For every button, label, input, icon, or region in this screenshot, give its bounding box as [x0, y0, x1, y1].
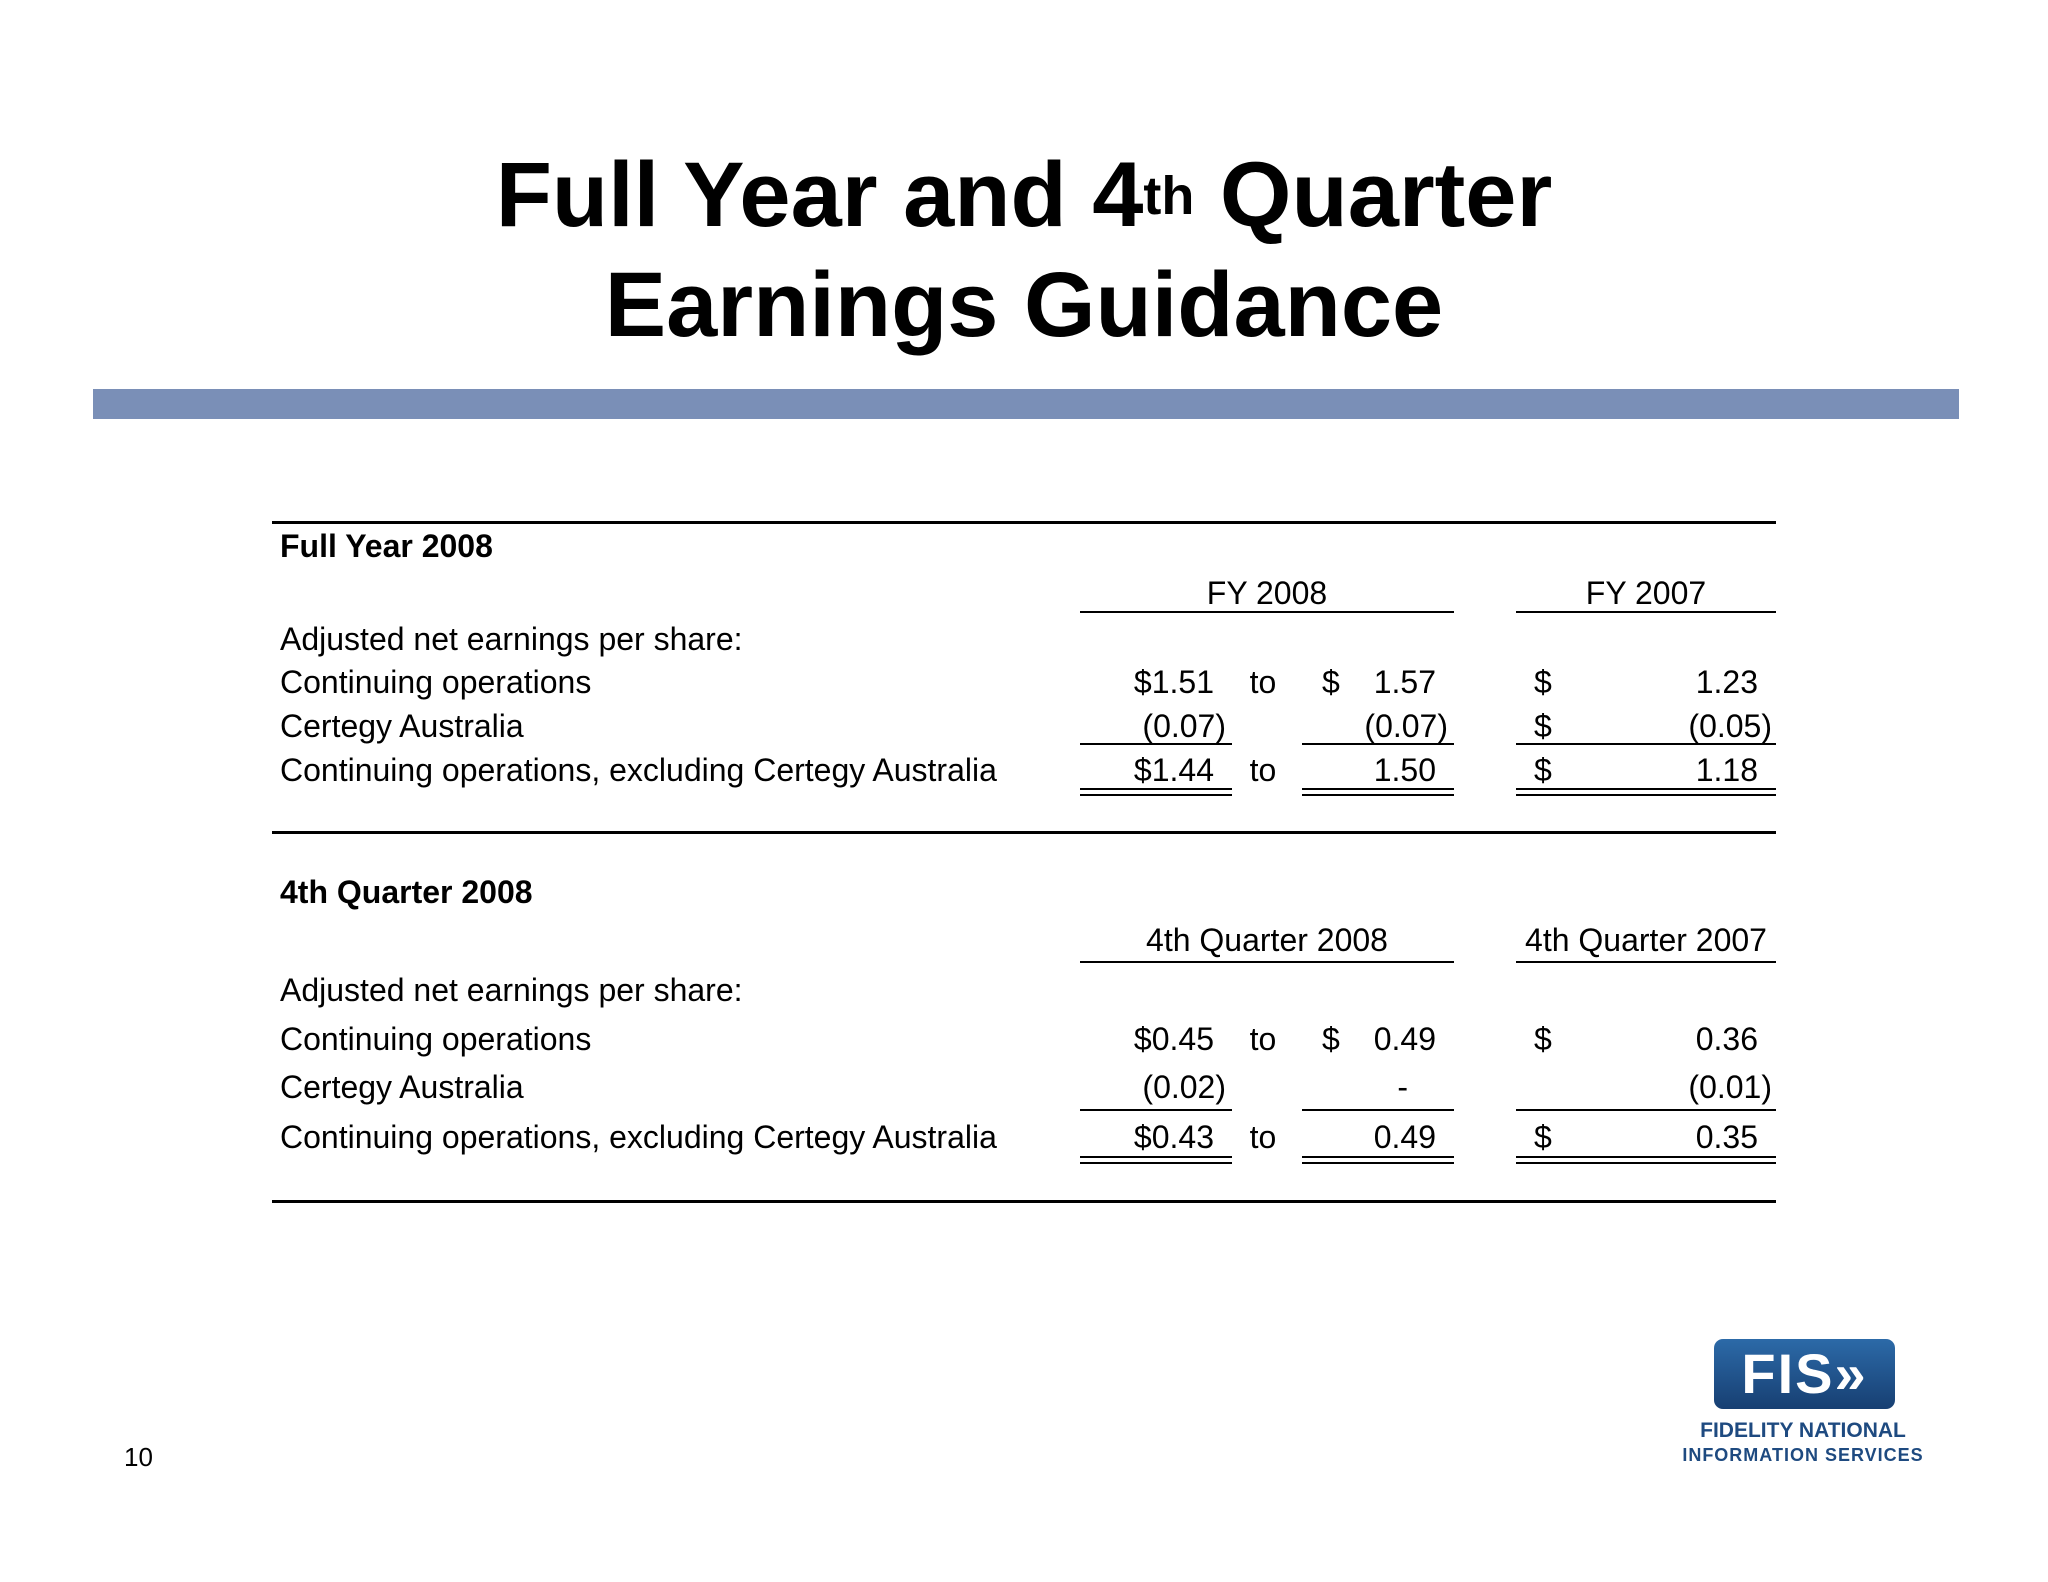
q4-current-header: 4th Quarter 2008 — [1146, 922, 1388, 958]
fy-row-2-high: 1.50 — [1373, 752, 1436, 788]
page-number: 10 — [124, 1442, 153, 1472]
fy-row-0-prior-currency: $ — [1534, 664, 1552, 700]
q4-row-2-low-double-underline — [1080, 1156, 1232, 1164]
slide-title — [0, 140, 2048, 360]
fy-row-2-prior: 1.18 — [1695, 752, 1758, 788]
q4-row-2-prior-double-underline — [1516, 1156, 1776, 1164]
q4-row-1-high-underline — [1302, 1109, 1454, 1111]
fy-row-1-prior-underline — [1516, 743, 1776, 745]
q4-row-2-high-double-underline — [1302, 1156, 1454, 1164]
title-line-2: Earnings Guidance — [604, 254, 1444, 356]
fy-row-2-high-double-underline — [1302, 788, 1454, 796]
q4-row-2-to: to — [1249, 1119, 1277, 1155]
fy-current-header-underline — [1080, 611, 1454, 613]
fy-row-1-label: Certegy Australia — [280, 708, 524, 744]
fy-row-2-low-double-underline — [1080, 788, 1232, 796]
fy-current-header: FY 2008 — [1206, 575, 1328, 611]
title-line-1: Full Year and 4th Quarter — [495, 144, 1553, 246]
fy-row-1-low: (0.07) — [1142, 708, 1226, 744]
fy-row-0-label: Continuing operations — [280, 664, 592, 700]
fy-row-2-label: Continuing operations, excluding Certegy Australia — [280, 752, 997, 788]
fy-row-1-high-underline — [1302, 743, 1454, 745]
fis-logo-line-1: FIDELITY NATIONAL — [1700, 1419, 1906, 1442]
fy-row-0-high-currency: $ — [1322, 664, 1340, 700]
fis-logo — [1678, 1339, 1928, 1469]
q4-prior-header: 4th Quarter 2007 — [1525, 922, 1767, 958]
q4-row-1-low: (0.02) — [1142, 1069, 1226, 1105]
fy-row-2-prior-double-underline — [1516, 788, 1776, 796]
fis-logo-mark: FIS» — [1714, 1339, 1895, 1409]
q4-prior-header-underline — [1516, 961, 1776, 963]
q4-row-2-low: $0.43 — [1133, 1119, 1214, 1155]
fy-prior-header-underline — [1516, 611, 1776, 613]
fy-row-2-low: $1.44 — [1133, 752, 1214, 788]
fy-row-2-to: to — [1249, 752, 1277, 788]
q4-row-1-low-underline — [1080, 1109, 1232, 1111]
fy-row-0-to: to — [1249, 664, 1277, 700]
q4-section-label: 4th Quarter 2008 — [280, 874, 533, 910]
fy-row-1-prior: (0.05) — [1688, 708, 1772, 744]
q4-row-0-high-currency: $ — [1322, 1021, 1340, 1057]
q4-row-0-label: Continuing operations — [280, 1021, 592, 1057]
q4-row-2-prior-currency: $ — [1534, 1119, 1552, 1155]
q4-row-2-label: Continuing operations, excluding Certegy Australia — [280, 1119, 997, 1155]
q4-row-0-to: to — [1249, 1021, 1277, 1057]
title-divider-bar — [93, 389, 1959, 419]
q4-row-2-prior: 0.35 — [1695, 1119, 1758, 1155]
q4-row-1-prior: (0.01) — [1688, 1069, 1772, 1105]
fy-intro-label: Adjusted net earnings per share: — [280, 621, 743, 657]
q4-row-0-high: 0.49 — [1373, 1021, 1436, 1057]
section-separator-rule — [272, 831, 1776, 834]
q4-row-0-prior-currency: $ — [1534, 1021, 1552, 1057]
q4-row-0-prior: 0.36 — [1695, 1021, 1758, 1057]
full-year-section-label: Full Year 2008 — [280, 528, 493, 564]
fy-row-1-prior-currency: $ — [1534, 708, 1552, 744]
table-top-rule — [272, 521, 1776, 524]
fy-row-0-high: 1.57 — [1373, 664, 1436, 700]
q4-row-1-label: Certegy Australia — [280, 1069, 524, 1105]
q4-row-1-prior-underline — [1516, 1109, 1776, 1111]
q4-current-header-underline — [1080, 961, 1454, 963]
fy-row-0-low: $1.51 — [1133, 664, 1214, 700]
fy-row-0-prior: 1.23 — [1695, 664, 1758, 700]
q4-row-0-low: $0.45 — [1133, 1021, 1214, 1057]
fy-row-1-high: (0.07) — [1364, 708, 1448, 744]
q4-row-2-high: 0.49 — [1373, 1119, 1436, 1155]
fy-prior-header: FY 2007 — [1585, 575, 1707, 611]
table-bottom-rule — [272, 1200, 1776, 1203]
fy-row-1-low-underline — [1080, 743, 1232, 745]
fy-row-2-prior-currency: $ — [1534, 752, 1552, 788]
q4-intro-label: Adjusted net earnings per share: — [280, 972, 743, 1008]
q4-row-1-high: - — [1397, 1069, 1408, 1105]
fis-logo-line-2: INFORMATION SERVICES — [1682, 1445, 1924, 1465]
